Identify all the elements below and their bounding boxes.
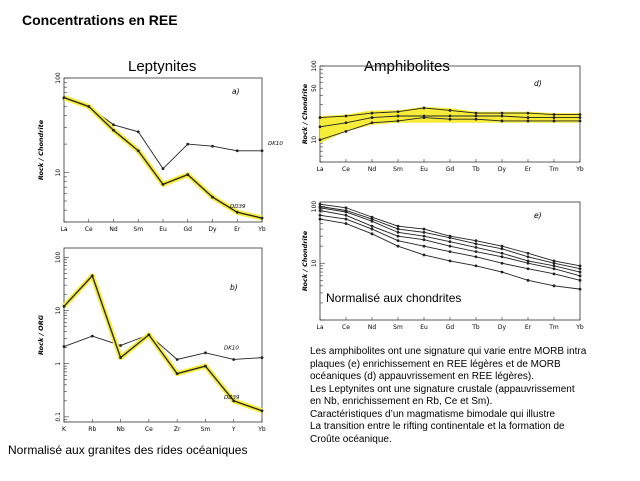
description-text bbox=[310, 346, 615, 446]
data-point bbox=[501, 247, 504, 250]
y-tick-label: 10 bbox=[55, 306, 62, 315]
data-point bbox=[397, 231, 400, 234]
data-point bbox=[186, 173, 189, 176]
x-tick-label: Zr bbox=[173, 426, 181, 433]
data-point bbox=[87, 105, 90, 108]
y-axis-label: Rock / ORG bbox=[37, 314, 45, 356]
data-point bbox=[236, 211, 239, 214]
data-point bbox=[119, 344, 122, 347]
data-point bbox=[345, 130, 348, 133]
panel-label: b) bbox=[230, 283, 238, 292]
data-point bbox=[449, 250, 452, 253]
x-tick-label: Er bbox=[524, 166, 532, 173]
data-point bbox=[579, 267, 582, 270]
data-point bbox=[553, 120, 556, 123]
data-point bbox=[112, 129, 115, 132]
series-line bbox=[64, 276, 262, 411]
chart-d bbox=[298, 58, 588, 176]
x-tick-label: Y bbox=[231, 426, 236, 433]
data-point bbox=[371, 232, 374, 235]
y-tick-label: 50 bbox=[311, 84, 318, 93]
data-point bbox=[475, 250, 478, 253]
data-point bbox=[397, 235, 400, 238]
data-point bbox=[176, 372, 179, 375]
x-tick-label: Gd bbox=[445, 324, 455, 331]
data-point bbox=[449, 245, 452, 248]
x-tick-label: Er bbox=[234, 226, 241, 233]
data-point bbox=[119, 356, 122, 359]
data-point bbox=[423, 254, 426, 257]
data-point bbox=[423, 231, 426, 234]
x-tick-label: Dy bbox=[497, 324, 507, 331]
data-point bbox=[371, 220, 374, 223]
data-point bbox=[501, 252, 504, 255]
data-point bbox=[579, 120, 582, 123]
data-point bbox=[112, 123, 115, 126]
data-point bbox=[397, 225, 400, 228]
x-tick-label: Dy bbox=[497, 166, 507, 173]
series-highlight bbox=[64, 98, 262, 218]
x-tick-label: La bbox=[60, 226, 68, 233]
data-point bbox=[162, 183, 165, 186]
data-point bbox=[211, 196, 214, 199]
data-point bbox=[527, 262, 530, 265]
data-point bbox=[319, 214, 322, 217]
data-point bbox=[501, 271, 504, 274]
x-tick-label: Ce bbox=[84, 226, 93, 233]
data-point bbox=[527, 255, 530, 258]
data-point bbox=[261, 149, 264, 152]
data-point bbox=[553, 284, 556, 287]
data-point bbox=[423, 238, 426, 241]
data-point bbox=[553, 272, 556, 275]
series-line bbox=[320, 210, 580, 275]
x-tick-label: Gd bbox=[445, 166, 455, 173]
x-tick-label: Sm bbox=[133, 226, 144, 233]
y-axis-label: Rock / Chondrite bbox=[37, 119, 45, 181]
x-tick-label: Gd bbox=[183, 226, 192, 233]
x-tick-label: Tm bbox=[549, 166, 559, 173]
description-line: Caractéristiques d’un magmatisme bimodale qui illustre bbox=[310, 408, 556, 420]
data-point bbox=[579, 271, 582, 274]
y-axis-label: Rock / Chondrite bbox=[301, 230, 309, 292]
data-point bbox=[397, 120, 400, 123]
data-point bbox=[319, 218, 322, 221]
x-tick-label: Er bbox=[524, 324, 532, 331]
data-point bbox=[371, 121, 374, 124]
data-point bbox=[371, 112, 374, 115]
x-tick-label: Yb bbox=[576, 166, 584, 173]
x-tick-label: Ce bbox=[144, 426, 153, 433]
x-tick-label: Sm bbox=[393, 324, 403, 331]
data-point bbox=[449, 109, 452, 112]
data-point bbox=[162, 167, 165, 170]
x-tick-label: La bbox=[316, 166, 324, 173]
data-point bbox=[91, 335, 94, 338]
data-point bbox=[397, 115, 400, 118]
data-point bbox=[261, 217, 264, 220]
data-point bbox=[232, 358, 235, 361]
data-point bbox=[345, 214, 348, 217]
data-point bbox=[345, 206, 348, 209]
data-point bbox=[501, 262, 504, 265]
data-point bbox=[475, 246, 478, 249]
description-line: océaniques (d) appauvrissement en REE légères). bbox=[310, 371, 535, 382]
series-label: DD39 bbox=[224, 394, 240, 401]
data-point bbox=[371, 116, 374, 119]
series-line bbox=[320, 219, 580, 289]
data-point bbox=[345, 121, 348, 124]
data-point bbox=[204, 365, 207, 368]
y-tick-label: 100 bbox=[55, 251, 62, 264]
y-tick-label: 1 bbox=[55, 361, 62, 366]
data-point bbox=[345, 211, 348, 214]
data-point bbox=[397, 110, 400, 113]
data-point bbox=[423, 228, 426, 231]
data-point bbox=[147, 333, 150, 336]
x-tick-label: Eu bbox=[420, 166, 428, 173]
x-tick-label: Ce bbox=[342, 324, 350, 331]
data-point bbox=[319, 116, 322, 119]
data-point bbox=[397, 245, 400, 248]
data-point bbox=[475, 118, 478, 121]
data-point bbox=[371, 228, 374, 231]
data-point bbox=[475, 115, 478, 118]
x-tick-label: Tm bbox=[549, 324, 559, 331]
description-line: en Nb, enrichissement en Rb, Ce et Sm). bbox=[310, 396, 493, 407]
data-point bbox=[553, 267, 556, 270]
x-tick-label: Eu bbox=[159, 226, 167, 233]
data-point bbox=[527, 116, 530, 119]
data-point bbox=[176, 358, 179, 361]
data-point bbox=[137, 149, 140, 152]
series-label: DK10 bbox=[224, 345, 239, 352]
panel-label: d) bbox=[534, 79, 542, 88]
chart-b bbox=[34, 240, 274, 440]
x-tick-label: K bbox=[62, 426, 66, 433]
data-point bbox=[475, 242, 478, 245]
x-tick-label: Tb bbox=[472, 166, 480, 173]
data-point bbox=[475, 264, 478, 267]
data-point bbox=[236, 149, 239, 152]
x-tick-label: Nd bbox=[367, 166, 377, 173]
data-point bbox=[319, 209, 322, 212]
series-label: DK10 bbox=[268, 140, 283, 147]
description-line: Les Leptynites ont une signature crustale (appauvrissement bbox=[310, 383, 575, 395]
y-tick-label: 10 bbox=[311, 259, 318, 268]
x-tick-label: Yb bbox=[258, 226, 266, 233]
page-title: Concentrations en REE bbox=[22, 12, 178, 28]
data-point bbox=[63, 96, 66, 99]
data-point bbox=[449, 236, 452, 239]
series-line bbox=[64, 98, 262, 218]
data-point bbox=[449, 118, 452, 121]
series-line bbox=[320, 215, 580, 280]
description-line: Croûte océanique. bbox=[310, 433, 392, 445]
range-band bbox=[320, 107, 580, 143]
data-point bbox=[319, 125, 322, 128]
data-point bbox=[397, 239, 400, 242]
data-point bbox=[527, 252, 530, 255]
data-point bbox=[204, 351, 207, 354]
data-point bbox=[527, 120, 530, 123]
y-tick-label: 100 bbox=[311, 200, 318, 213]
data-point bbox=[261, 356, 264, 359]
data-point bbox=[319, 138, 322, 141]
normalized-chondrites-note: Normalisé aux chondrites bbox=[326, 291, 462, 305]
series-highlight bbox=[64, 276, 262, 411]
x-tick-label: Sm bbox=[200, 426, 211, 433]
normalized-granites-note: Normalisé aux granites des rides océaniques bbox=[8, 443, 248, 457]
data-point bbox=[553, 262, 556, 265]
data-point bbox=[345, 218, 348, 221]
data-point bbox=[501, 120, 504, 123]
data-point bbox=[527, 267, 530, 270]
data-point bbox=[345, 115, 348, 118]
y-tick-label: 10 bbox=[311, 135, 318, 144]
chart-a bbox=[34, 70, 283, 238]
x-tick-label: Nd bbox=[367, 324, 377, 331]
panel-label: a) bbox=[232, 87, 240, 96]
data-point bbox=[475, 239, 478, 242]
data-point bbox=[579, 264, 582, 267]
data-point bbox=[579, 113, 582, 116]
data-point bbox=[449, 240, 452, 243]
description-line: La transition entre le rifting continentale et la formation de bbox=[310, 421, 565, 432]
data-point bbox=[423, 245, 426, 248]
y-tick-label: 0.1 bbox=[55, 412, 62, 422]
series-label: DD39 bbox=[230, 204, 246, 211]
data-point bbox=[501, 112, 504, 115]
data-point bbox=[211, 145, 214, 148]
data-point bbox=[579, 116, 582, 119]
data-point bbox=[91, 274, 94, 277]
x-tick-label: Tb bbox=[472, 324, 480, 331]
description-line: Les amphibolites ont une signature qui varie entre MORB intra bbox=[310, 346, 587, 357]
y-tick-label: 10 bbox=[55, 168, 62, 177]
data-point bbox=[475, 112, 478, 115]
amphibolites-header: Amphibolites bbox=[364, 58, 450, 75]
data-point bbox=[527, 112, 530, 115]
data-point bbox=[579, 288, 582, 291]
x-tick-label: La bbox=[316, 324, 324, 331]
data-point bbox=[449, 259, 452, 262]
x-tick-label: Nb bbox=[116, 426, 125, 433]
chart-e bbox=[298, 178, 588, 338]
data-point bbox=[261, 409, 264, 412]
data-point bbox=[345, 222, 348, 225]
x-tick-label: Nd bbox=[109, 226, 118, 233]
data-point bbox=[527, 279, 530, 282]
x-tick-label: Rb bbox=[88, 426, 97, 433]
y-tick-label: 100 bbox=[311, 60, 318, 72]
data-point bbox=[397, 228, 400, 231]
data-point bbox=[63, 305, 66, 308]
data-point bbox=[553, 113, 556, 116]
data-point bbox=[137, 130, 140, 133]
description-line: plaques (e) enrichissement en REE légères et de MORB bbox=[310, 358, 561, 370]
data-point bbox=[501, 245, 504, 248]
data-point bbox=[63, 345, 66, 348]
data-point bbox=[501, 115, 504, 118]
y-tick-label: 100 bbox=[55, 72, 62, 84]
data-point bbox=[449, 115, 452, 118]
x-tick-label: Eu bbox=[420, 324, 428, 331]
x-tick-label: Yb bbox=[576, 324, 584, 331]
data-point bbox=[579, 279, 582, 282]
data-point bbox=[423, 107, 426, 110]
x-tick-label: Ce bbox=[342, 166, 350, 173]
data-point bbox=[579, 274, 582, 277]
x-tick-label: Sm bbox=[393, 166, 403, 173]
data-point bbox=[423, 116, 426, 119]
data-point bbox=[186, 143, 189, 146]
data-point bbox=[319, 206, 322, 209]
data-point bbox=[501, 255, 504, 258]
data-point bbox=[371, 225, 374, 228]
data-point bbox=[475, 255, 478, 258]
leptynites-header: Leptynites bbox=[128, 58, 197, 75]
data-point bbox=[553, 264, 556, 267]
y-axis-label: Rock / Chondrite bbox=[301, 83, 309, 145]
data-point bbox=[423, 235, 426, 238]
panel-label: e) bbox=[534, 211, 542, 220]
x-tick-label: Dy bbox=[208, 226, 217, 233]
data-point bbox=[553, 116, 556, 119]
x-tick-label: Yb bbox=[258, 426, 266, 433]
